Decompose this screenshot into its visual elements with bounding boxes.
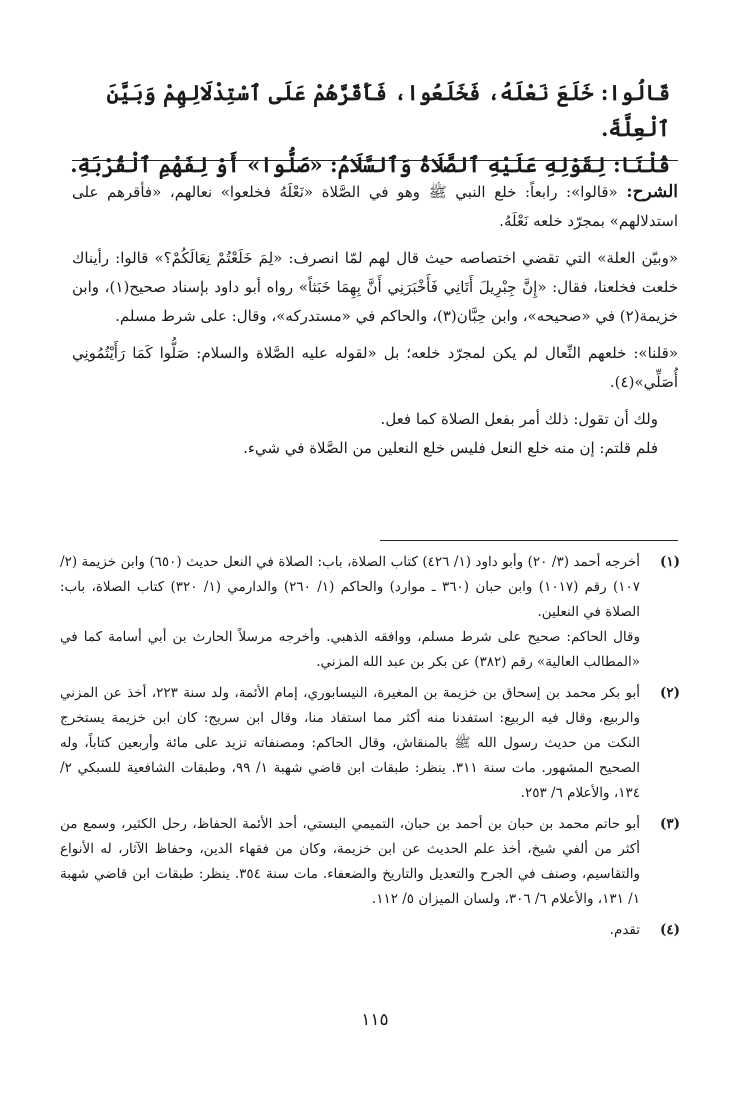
footnote-body bbox=[60, 918, 640, 943]
footnote-text: أبو بكر محمد بن إسحاق بن خزيمة بن المغيرة، النيسابوري، إمام الأئمة، ولد سنة ٢٢٣، أخذ عن المزني والربيع، وقال فيه الربيع: استفدنا منه أكثر مما استفاد منا، وقال ابن سريج: كان ابن خزيمة يستخرج النكت من حديث رسول الله ﷺ بالمنقاش، وقال الحاكم: ومصنفاته تزيد على مائة وأربعين كتاباً، وله الصحيح المشهور. مات سنة ٣١١. ينظر: طبقات ابن قاضي شهبة ١/ ٩٩، وطبقات الشافعية للسبكي ٢/ ١٣٤، والأعلام ٦/ ٢٥٣. bbox=[60, 685, 641, 801]
footnote-body bbox=[60, 681, 640, 806]
top-divider bbox=[72, 160, 678, 161]
footnote-text: وقال الحاكم: صحيح على شرط مسلم، ووافقه الذهبي. وأخرجه مرسلاً الحارث بن أبي أسامة كما في «المطالب العالية» رقم (٣٨٢) عن بكر بن عبد الله المزني. bbox=[60, 629, 640, 670]
matn-line: قُلْنَا: لِقَوْلِهِ عَلَيْهِ ٱلصَّلَاةُ وَٱلسَّلَامُ: «صَلُّوا» أَوْ لِفَهْمِ ٱلْقُرْبَةِ. bbox=[70, 152, 670, 177]
footnote-number: (٢) bbox=[659, 685, 680, 701]
footnote-text: تقدم. bbox=[609, 922, 640, 938]
matn-text bbox=[70, 75, 670, 183]
sharh-label: الشرح: bbox=[626, 182, 678, 202]
footnote-number: (١) bbox=[659, 554, 680, 570]
footnote bbox=[60, 918, 680, 943]
footnote-text: أخرجه أحمد (٣/ ٢٠) وأبو داود (١/ ٤٢٦) كتاب الصلاة، باب: الصلاة في النعل حديث (٦٥٠) وابن خزيمة (٢/ ١٠٧) رقم (١٠١٧) وابن حبان (٣٦٠ ـ موارد) والحاكم (١/ ٢٦٠) والدارمي (١/ ٣٢٠) كتاب الصلاة، باب: الصلاة في النعلين. bbox=[60, 554, 641, 620]
matn-line: قَالُوا: خَلَعَ نَعْلَهُ، فَخَلَعُوا، فَأَقَرَّهُمْ عَلَى ٱسْتِدْلَالِهِمْ وَبَيَّنَ ٱلْعِلَّةَ. bbox=[106, 80, 670, 141]
commentary-paragraph: «قلنا»: خلعهم النِّعال لم يكن لمجرّد خلعه؛ بل «لقوله عليه الصَّلاة والسلام: صَلُّوا كَمَا رَأَيْتُمُونِي أُصَلِّي»(٤). bbox=[72, 344, 678, 391]
footnote-number: (٣) bbox=[659, 816, 680, 832]
footnote-body bbox=[60, 550, 640, 675]
commentary-text: «قالوا»: رابعاً: خلع النبي ﷺ وهو في الصَّلاة «نَعْلَهُ فخلعوا» نعالهم، «فأقرهم على استدلالهم» بمجرّد خلعه نَعْلَهُ. bbox=[72, 183, 678, 230]
page-number: ١١٥ bbox=[361, 1010, 389, 1030]
footnote-body bbox=[60, 812, 640, 912]
commentary bbox=[72, 178, 678, 463]
footnote bbox=[60, 812, 680, 912]
footnote-divider bbox=[380, 540, 678, 541]
footnotes bbox=[60, 550, 680, 949]
footnote bbox=[60, 681, 680, 806]
commentary-paragraph bbox=[72, 178, 678, 236]
footnote-number: (٤) bbox=[659, 922, 680, 938]
footnote bbox=[60, 550, 680, 675]
commentary-paragraph: فلم قلتم: إن منه خلع النعل فليس خلع النعلين من الصَّلاة في شيء. bbox=[243, 439, 658, 457]
footnote-text: أبو حاتم محمد بن حبان بن أحمد بن حبان، التميمي البستي، أحد الأئمة الحفاظ، رحل الكثير، وسمع من أكثر من ألفي شيخ، أخذ علم الحديث عن ابن خزيمة، وكان من فقهاء الدين، وحفاظ الآثار، له الأنواع والتقاسيم، وصنف في الجرح والتعديل والتاريخ والضعفاء. مات سنة ٣٥٤. ينظر: طبقات ابن قاضي شهبة ١/ ١٣١، والأعلام ٦/ ٣٠٦، ولسان الميزان ٥/ ١١٢. bbox=[60, 816, 640, 907]
commentary-paragraph: «وبيّن العلة» التي تقضي اختصاصه حيث قال لهم لمّا انصرف: «لِمَ خَلَعْتُمْ نِعَالَكُمْ؟» قالوا: رأيناك خلعت فخلعنا، فقال: «إِنَّ جِبْرِيلَ أَتَانِي فَأَخْبَرَنِي أَنَّ بِهِمَا خَبَثاً» رواه أبو داود بإسناد صحيح(١)، وابن خزيمة(٢) في «صحيحه»، وابن حِبَّان(٣)، والحاكم في «مستدركه»، وقال: على شرط مسلم. bbox=[72, 249, 679, 325]
commentary-paragraph: ولك أن تقول: ذلك أمر بفعل الصلاة كما فعل. bbox=[380, 410, 658, 428]
